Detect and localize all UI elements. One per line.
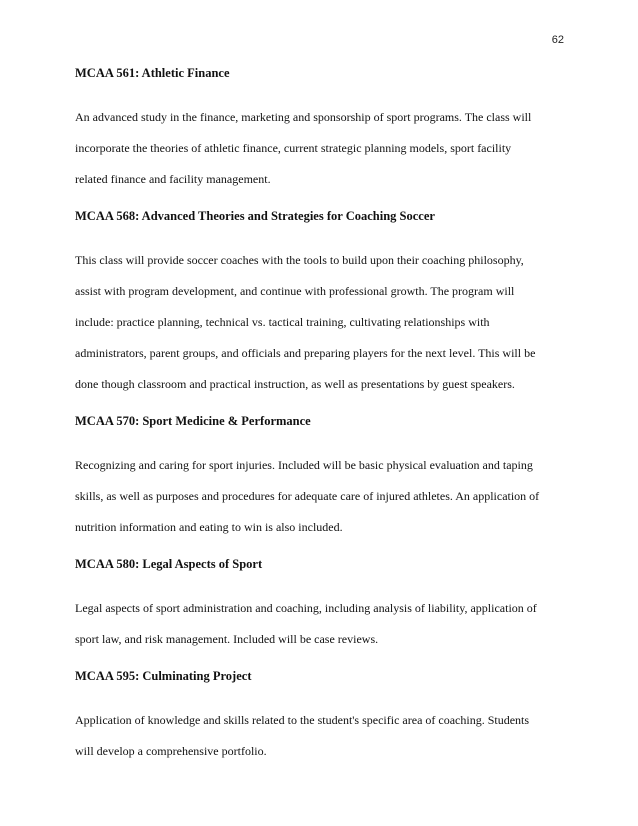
description-line: related finance and facility management.: [75, 172, 271, 186]
description-line: include: practice planning, technical vs. tactical training, cultivating relationships with: [75, 315, 490, 329]
document-body: [75, 66, 575, 781]
course-title: MCAA 580: Legal Aspects of Sport: [75, 557, 263, 571]
description-line: skills, as well as purposes and procedures for adequate care of injured athletes. An application of: [75, 489, 540, 503]
page-number: 62: [551, 34, 564, 46]
description-line: An advanced study in the finance, marketing and sponsorship of sport programs. The class will: [75, 110, 532, 124]
description-line: assist with program development, and continue with professional growth. The program will: [75, 284, 515, 298]
course-section-568: [75, 209, 575, 400]
description-line: This class will provide soccer coaches with the tools to build upon their coaching philosophy,: [75, 253, 524, 267]
description-line: nutrition information and eating to win is also included.: [75, 520, 343, 534]
course-description: [75, 102, 575, 195]
description-line: done though classroom and practical instruction, as well as presentations by guest speakers.: [75, 377, 515, 391]
course-section-570: [75, 414, 575, 543]
description-line: Recognizing and caring for sport injuries. Included will be basic physical evaluation and taping: [75, 458, 533, 472]
course-title: MCAA 570: Sport Medicine & Performance: [75, 414, 311, 428]
course-description: [75, 593, 575, 655]
description-line: sport law, and risk management. Included will be case reviews.: [75, 632, 379, 646]
course-title: MCAA 561: Athletic Finance: [75, 66, 230, 80]
course-section-580: [75, 557, 575, 655]
course-section-595: [75, 669, 575, 767]
course-section-561: [75, 66, 575, 195]
description-line: administrators, parent groups, and officials and preparing players for the next level. This will be: [75, 346, 536, 360]
description-line: Legal aspects of sport administration and coaching, including analysis of liability, application of: [75, 601, 537, 615]
course-description: [75, 705, 575, 767]
course-description: [75, 245, 575, 400]
description-line: will develop a comprehensive portfolio.: [75, 744, 267, 758]
description-line: Application of knowledge and skills related to the student's specific area of coaching. Students: [75, 713, 530, 727]
course-description: [75, 450, 575, 543]
course-title: MCAA 568: Advanced Theories and Strategies for Coaching Soccer: [75, 209, 435, 223]
course-title: MCAA 595: Culminating Project: [75, 669, 252, 683]
description-line: incorporate the theories of athletic finance, current strategic planning models, sport facility: [75, 141, 512, 155]
